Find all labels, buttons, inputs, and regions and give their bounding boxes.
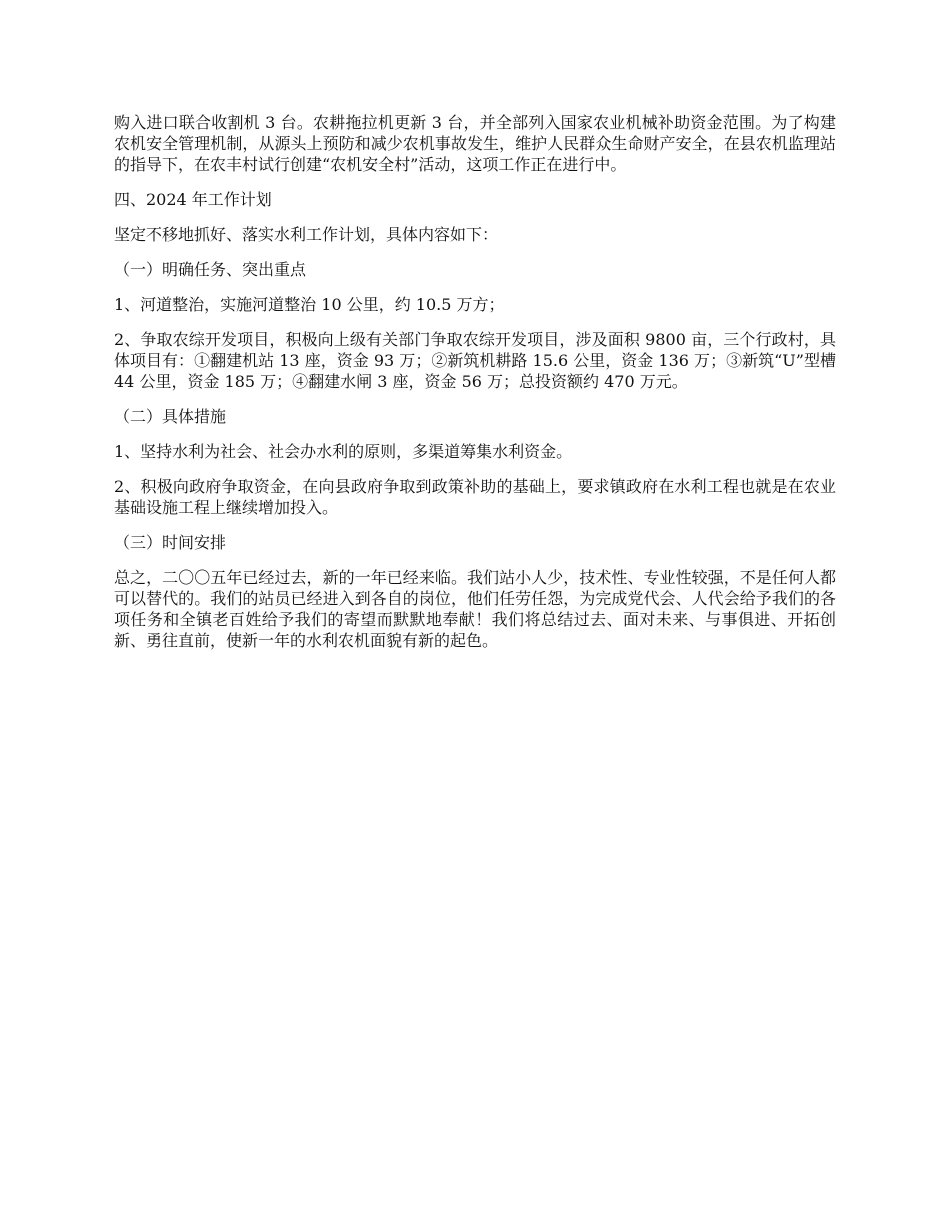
paragraph-measure-1: 1、坚持水利为社会、社会办水利的原则，多渠道筹集水利资金。 — [114, 442, 573, 461]
subheading-tasks: （一）明确任务、突出重点 — [114, 260, 307, 279]
paragraph-task-2: 2、争取农综开发项目，积极向上级有关部门争取农综开发项目，涉及面积 9800 亩，三个行政村，具体项目有：①翻建机站 13 座，资金 93 万；②新筑机耕路 15.6 公里，资金 136 万；③新筑“U”型槽 44 公里，资金 185 万；④翻建水闸 3 座，资金 56 万；总投资额约 470 万元。 — [114, 330, 836, 391]
section-heading-work-plan: 四、2024 年工作计划 — [114, 190, 272, 209]
paragraph-task-1: 1、河道整治，实施河道整治 10 公里，约 10.5 万方； — [114, 295, 505, 314]
paragraph-plan-intro: 坚定不移地抓好、落实水利工作计划，具体内容如下： — [114, 225, 499, 244]
paragraph-measure-2: 2、积极向政府争取资金，在向县政府争取到政策补助的基础上，要求镇政府在水利工程也就是在农业基础设施工程上继续增加投入。 — [114, 477, 836, 517]
paragraph-conclusion: 总之，二〇〇五年已经过去，新的一年已经来临。我们站小人少，技术性、专业性较强，不是任何人都可以替代的。我们的站员已经进入到各自的岗位，他们任劳任怨，为完成党代会、人代会给予我们的各项任务和全镇老百姓给予我们的寄望而默默地奉献！我们将总结过去、面对未来、与事俱进、开拓创新、勇往直前，使新一年的水利农机面貌有新的起色。 — [114, 568, 836, 650]
paragraph-machinery-purchase: 购入进口联合收割机 3 台。农耕拖拉机更新 3 台，并全部列入国家农业机械补助资金范围。为了构建农机安全管理机制，从源头上预防和减少农机事故发生，维护人民群众生命财产安全，在县农机监理站的指导下，在农丰村试行创建“农机安全村”活动，这项工作正在进行中。 — [114, 113, 836, 174]
subheading-schedule: （三）时间安排 — [114, 533, 227, 552]
subheading-measures: （二）具体措施 — [114, 407, 227, 426]
document-page — [114, 112, 836, 665]
